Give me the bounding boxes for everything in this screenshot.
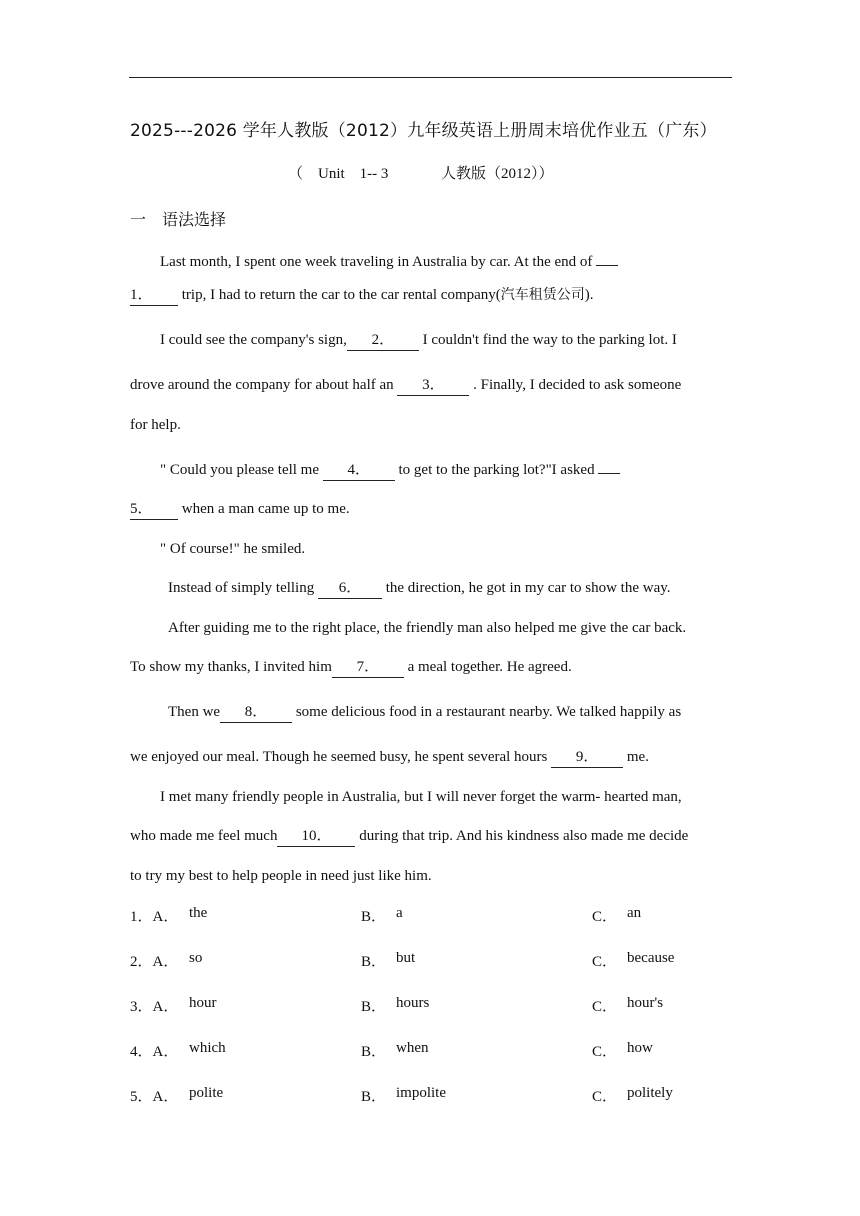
passage-line [130,285,594,306]
subtitle-unit: （ Unit 1-- 3 [288,166,389,182]
section-heading [130,207,226,230]
section-number: 一 [130,210,147,229]
option-b[interactable]: a [396,905,403,921]
passage-line: for help. [130,417,181,433]
option-b[interactable]: hours [396,995,430,1011]
passage-line [130,747,649,768]
passage-line [130,499,350,520]
passage-text: ). [584,287,594,303]
passage-line [160,246,618,272]
section-title: 语法选择 [162,210,227,229]
passage-text: during that trip. And his kindness also made me decide [359,828,689,844]
option-c-label: C． [592,954,618,970]
option-b[interactable]: but [396,950,416,966]
option-b-label: B． [361,954,387,970]
option-c-label: C． [592,1044,618,1060]
blank-8[interactable]: 8． [220,703,292,723]
blank-10[interactable]: 10． [277,827,355,847]
passage-line [130,657,572,678]
option-row [0,995,860,1017]
option-number: 4．A． [130,1044,179,1060]
blank-2[interactable]: 2． [347,331,419,351]
passage-text: To show my thanks, I invited him [130,659,332,675]
passage-text: we enjoyed our meal. Though he seemed busy, he spent several hours [130,749,548,765]
option-b[interactable]: when [396,1040,429,1056]
blank-4[interactable]: 4． [323,461,395,481]
passage-line [130,375,681,396]
option-c-label: C． [592,909,618,925]
blank-6[interactable]: 6． [318,579,382,599]
passage-line: " Of course!" he smiled. [160,541,306,557]
passage-text: who made me feel much [130,828,278,844]
option-number: 2．A． [130,954,179,970]
passage-line [160,330,677,351]
option-b-label: B． [361,999,387,1015]
option-c[interactable]: an [627,905,642,921]
option-c[interactable]: hour's [627,995,664,1011]
header-rule [129,77,732,78]
passage-line: I met many friendly people in Australia, but I will never forget the warm- hearted man, [160,789,682,805]
passage-line [168,578,671,599]
subtitle-book: 人教版（2012）） [441,166,554,182]
passage-line [168,702,681,723]
passage-text: the direction, he got in my car to show the way. [385,580,671,596]
option-b[interactable]: impolite [396,1085,446,1101]
option-c[interactable]: because [627,950,675,966]
passage-line [130,826,688,847]
option-number: 1．A． [130,909,179,925]
option-a[interactable]: hour [189,995,217,1011]
blank-5-lead [598,454,620,474]
blank-5[interactable]: 5． [130,500,178,520]
passage-text: me. [626,749,649,765]
option-a[interactable]: the [189,905,208,921]
option-row [0,950,860,972]
option-c[interactable]: politely [627,1085,673,1101]
document-title: 2025---2026 学年人教版（2012）九年级英语上册周末培优作业五（广东） [130,121,717,141]
option-number: 5．A． [130,1089,179,1105]
passage-text: I couldn't find the way to the parking lot. I [422,332,677,348]
option-c-label: C． [592,1089,618,1105]
option-row [0,1040,860,1062]
option-number: 3．A． [130,999,179,1015]
blank-3[interactable]: 3． [397,376,469,396]
option-c[interactable]: how [627,1040,653,1056]
option-b-label: B． [361,909,387,925]
option-b-label: B． [361,1089,387,1105]
passage-line [160,454,620,481]
blank-1-lead [596,246,618,266]
option-c-label: C． [592,999,618,1015]
passage-text: some delicious food in a restaurant nearby. We talked happily as [295,704,682,720]
option-row [0,1085,860,1107]
passage-text: to get to the parking lot?"I asked [398,462,595,478]
passage-text: Last month, I spent one week traveling in Australia by car. At the end of [160,254,593,270]
passage-chinese-gloss: 汽车租赁公司 [500,287,585,303]
option-b-label: B． [361,1044,387,1060]
blank-9[interactable]: 9． [551,748,623,768]
option-row [0,905,860,927]
passage-text: trip, I had to return the car to the car rental company( [181,287,501,303]
option-a[interactable]: so [189,950,203,966]
blank-1[interactable]: 1． [130,286,178,306]
option-a[interactable]: which [189,1040,226,1056]
passage-text: . Finally, I decided to ask someone [473,377,682,393]
passage-line: to try my best to help people in need just like him. [130,868,432,884]
passage-text: when a man came up to me. [181,501,350,517]
passage-text: Instead of simply telling [168,580,315,596]
passage-text: I could see the company's sign, [160,332,347,348]
passage-text: drove around the company for about half an [130,377,394,393]
option-a[interactable]: polite [189,1085,224,1101]
passage-text: Then we [168,704,221,720]
passage-text: a meal together. He agreed. [407,659,572,675]
blank-7[interactable]: 7． [332,658,404,678]
passage-text: " Could you please tell me [160,462,320,478]
passage-line: After guiding me to the right place, the friendly man also helped me give the car back. [168,620,687,636]
